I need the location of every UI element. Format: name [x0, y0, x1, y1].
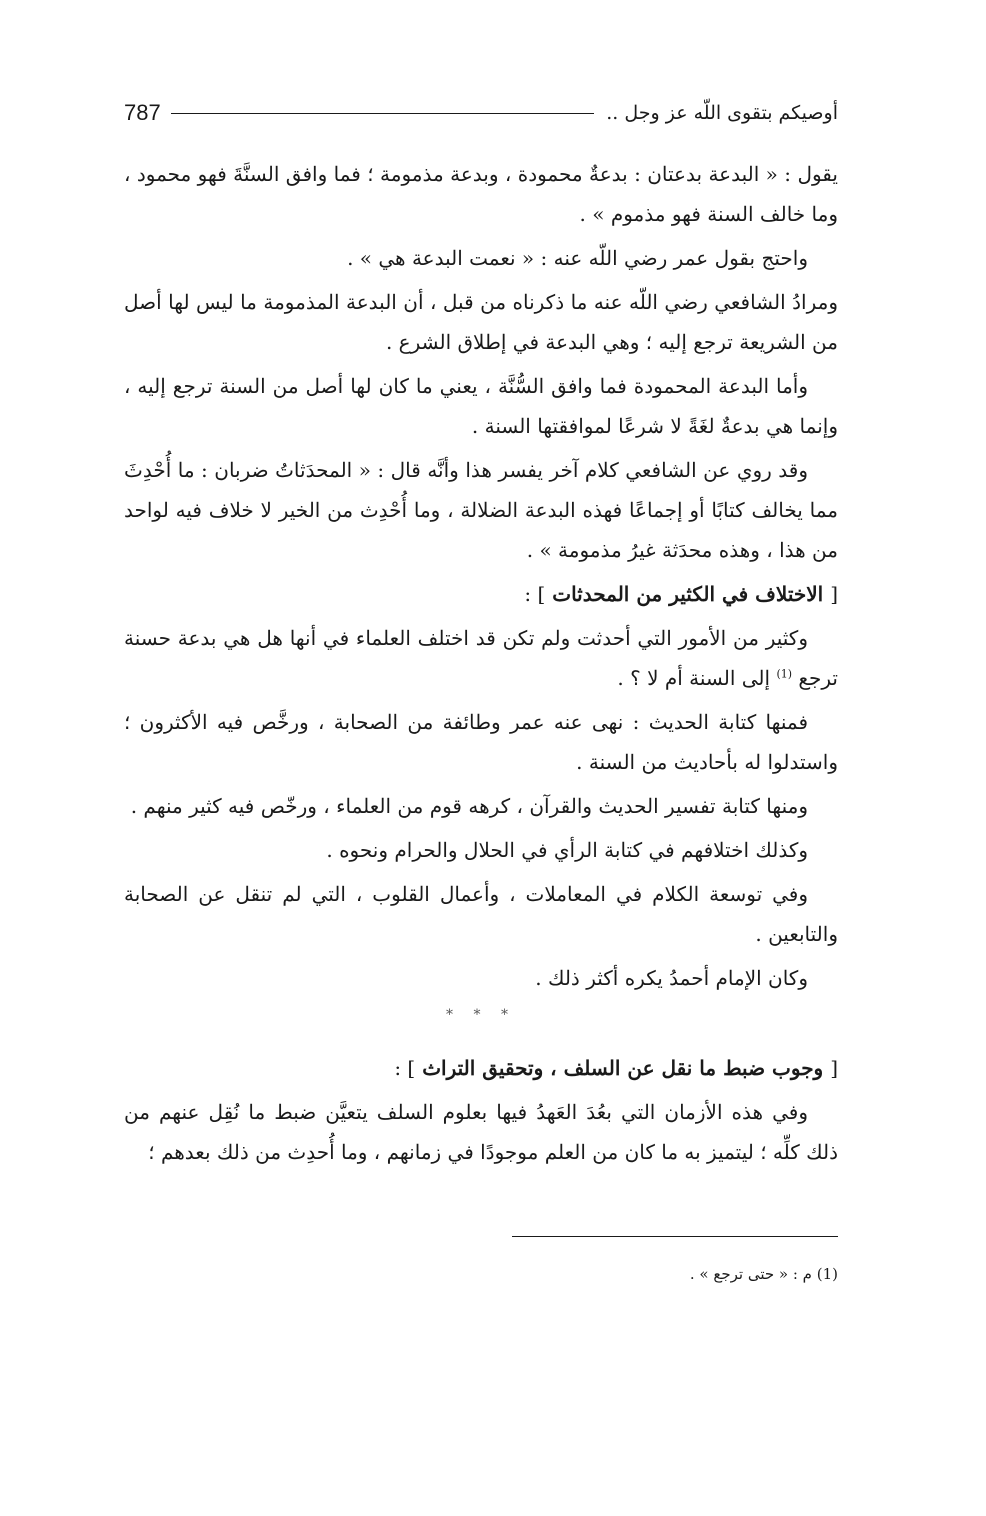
header-rule: [171, 113, 595, 114]
paragraph: واحتج بقول عمر رضي اللّه عنه : « نعمت البدعة هي » .: [347, 246, 808, 270]
footnote-rule: [512, 1236, 838, 1237]
paragraph: وفي هذه الأزمان التي بعُدَ العَهدُ فيها بعلوم السلف يتعيَّن ضبط ما نُقِل عنهم من ذلك كلِّه ؛ ليتميز به ما كان من العلم موجودًا في زمانهم ، وما أُحدِث من ذلك بعدهم ؛: [124, 1100, 838, 1164]
section-separator: * * *: [446, 1007, 516, 1023]
paragraph: يقول : « البدعة بدعتان : بدعةٌ محمودة ، وبدعة مذمومة ؛ فما وافق السنَّةَ فهو محمود ، وما خالف السنة فهو مذموم » .: [124, 162, 838, 226]
heading-bracket-close: ] :: [524, 582, 546, 606]
heading-title: وجوب ضبط ما نقل عن السلف ، وتحقيق التراث: [422, 1056, 824, 1080]
paragraph: وفي توسعة الكلام في المعاملات ، وأعمال القلوب ، التي لم تنقل عن الصحابة والتابعين .: [124, 882, 838, 946]
running-title: أوصيكم بتقوى اللّه عز وجل ..: [606, 102, 838, 124]
paragraph: وكذلك اختلافهم في كتابة الرأي في الحلال والحرام ونحوه .: [326, 838, 808, 862]
body-text: [124, 154, 838, 1176]
paragraph: فمنها كتابة الحديث : نهى عنه عمر وطائفة من الصحابة ، ورخَّص فيه الأكثرون ؛ واستدلوا له بأحاديث من السنة .: [124, 710, 838, 774]
section-heading: [124, 574, 838, 614]
paragraph: [124, 618, 838, 698]
paragraph: وأما البدعة المحمودة فما وافق السُّنَّة ، يعني ما كان لها أصل من السنة ترجع إليه ، وإنما هي بدعةٌ لغَةً لا شرعًا لموافقتها السنة .: [124, 374, 838, 438]
footnote: (1) م : « حتى ترجع » .: [689, 1265, 838, 1283]
paragraph-text: إلى السنة أم لا ؟ .: [617, 666, 771, 690]
section-heading: [124, 1048, 838, 1088]
paragraph: ومنها كتابة تفسير الحديث والقرآن ، كرهه قوم من العلماء ، ورخّص فيه كثير منهم .: [130, 794, 808, 818]
heading-title: الاختلاف في الكثير من المحدثات: [552, 582, 824, 606]
paragraph: وقد روي عن الشافعي كلام آخر يفسر هذا وأنَّه قال : « المحدَثاتُ ضربان : ما أُحْدِثَ مما يخالف كتابًا أو إجماعًا فهذه البدعة الضلالة ، وما أُحْدِث من الخير لا خلاف فيه لواحد من هذا ، وهذه محدَثة غيرُ مذمومة » .: [124, 458, 838, 562]
paragraph: ومرادُ الشافعي رضي اللّه عنه ما ذكرناه من قبل ، أن البدعة المذمومة ما ليس لها أصل من الشريعة ترجع إليه ؛ وهي البدعة في إطلاق الشرع .: [124, 290, 838, 354]
heading-bracket-open: [: [830, 1056, 838, 1080]
running-header: [124, 96, 838, 130]
footnote-reference: (1): [776, 667, 793, 681]
paragraph: وكان الإمام أحمدُ يكره أكثر ذلك .: [535, 966, 808, 990]
heading-bracket-close: ] :: [394, 1056, 416, 1080]
paragraph-text: وكثير من الأمور التي أحدثت ولم تكن قد اختلف العلماء في أنها هل هي بدعة حسنة ترجع: [124, 626, 838, 690]
heading-bracket-open: [: [830, 582, 838, 606]
page-number: 787: [124, 100, 161, 125]
